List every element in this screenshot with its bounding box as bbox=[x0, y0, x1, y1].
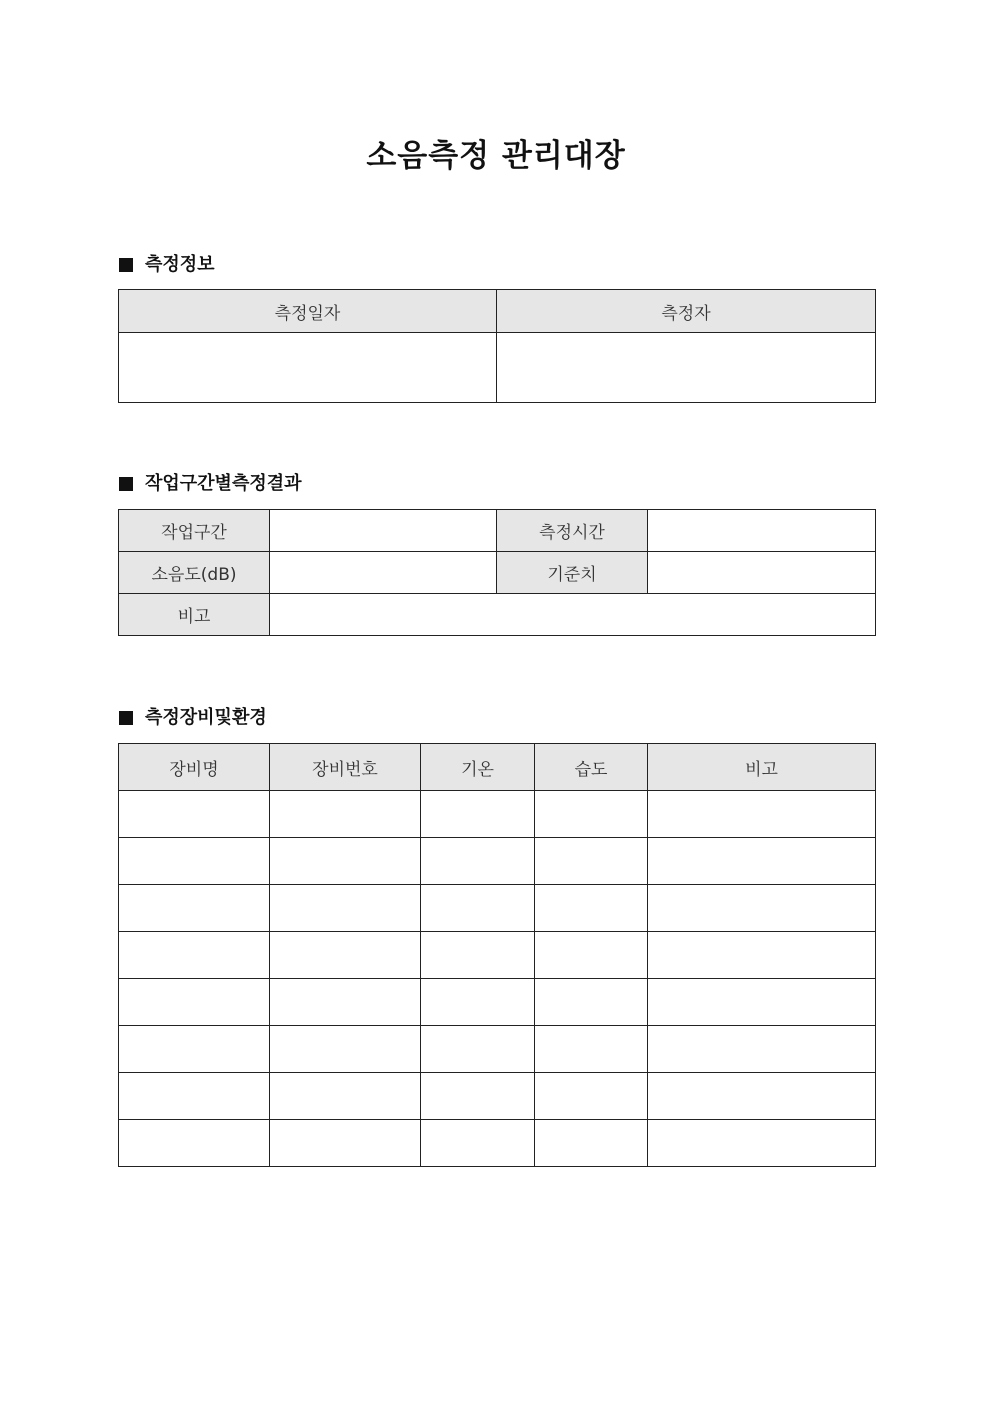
table-row bbox=[119, 791, 876, 838]
label-measure-time: 측정시간 bbox=[497, 510, 648, 552]
humidity-cell[interactable] bbox=[535, 838, 648, 885]
result-row bbox=[119, 510, 876, 552]
result-row bbox=[119, 594, 876, 636]
equipment-name-cell[interactable] bbox=[119, 791, 270, 838]
humidity-cell[interactable] bbox=[535, 932, 648, 979]
humidity-cell[interactable] bbox=[535, 1073, 648, 1120]
result-row bbox=[119, 552, 876, 594]
section-heading-info-label: 측정정보 bbox=[145, 254, 215, 275]
remarks-cell[interactable] bbox=[648, 979, 876, 1026]
page-title: 소음측정 관리대장 bbox=[366, 138, 626, 174]
equipment-name-cell[interactable] bbox=[119, 838, 270, 885]
info-header-row bbox=[119, 290, 876, 333]
remarks-cell[interactable] bbox=[648, 932, 876, 979]
equipment-number-cell[interactable] bbox=[270, 791, 421, 838]
standard-cell[interactable] bbox=[648, 552, 876, 594]
remarks-cell[interactable] bbox=[648, 1073, 876, 1120]
equipment-name-cell[interactable] bbox=[119, 1120, 270, 1167]
square-bullet-icon bbox=[119, 258, 133, 272]
temperature-cell[interactable] bbox=[421, 791, 535, 838]
equipment-name-cell[interactable] bbox=[119, 885, 270, 932]
equipment-number-cell[interactable] bbox=[270, 932, 421, 979]
info-input-row bbox=[119, 333, 876, 403]
equipment-header-row bbox=[119, 744, 876, 791]
remarks-cell[interactable] bbox=[648, 791, 876, 838]
humidity-cell[interactable] bbox=[535, 1026, 648, 1073]
remarks-cell[interactable] bbox=[648, 1120, 876, 1167]
equipment-number-cell[interactable] bbox=[270, 1120, 421, 1167]
equipment-name-cell[interactable] bbox=[119, 932, 270, 979]
equipment-name-cell[interactable] bbox=[119, 979, 270, 1026]
measure-time-cell[interactable] bbox=[648, 510, 876, 552]
square-bullet-icon bbox=[119, 477, 133, 491]
table-row bbox=[119, 979, 876, 1026]
table-row bbox=[119, 885, 876, 932]
header-equipment-name: 장비명 bbox=[119, 744, 270, 791]
equipment-number-cell[interactable] bbox=[270, 1026, 421, 1073]
work-section-cell[interactable] bbox=[270, 510, 497, 552]
section-heading-info bbox=[119, 252, 215, 278]
equipment-number-cell[interactable] bbox=[270, 1073, 421, 1120]
temperature-cell[interactable] bbox=[421, 838, 535, 885]
section-heading-equipment-label: 측정장비및환경 bbox=[145, 707, 267, 728]
humidity-cell[interactable] bbox=[535, 885, 648, 932]
table-row bbox=[119, 1026, 876, 1073]
temperature-cell[interactable] bbox=[421, 932, 535, 979]
header-measure-date: 측정일자 bbox=[119, 290, 497, 333]
humidity-cell[interactable] bbox=[535, 979, 648, 1026]
label-remarks: 비고 bbox=[119, 594, 270, 636]
header-temperature: 기온 bbox=[421, 744, 535, 791]
noise-level-cell[interactable] bbox=[270, 552, 497, 594]
section-heading-equipment bbox=[119, 705, 267, 731]
square-bullet-icon bbox=[119, 711, 133, 725]
label-standard: 기준치 bbox=[497, 552, 648, 594]
temperature-cell[interactable] bbox=[421, 1120, 535, 1167]
result-table bbox=[118, 509, 876, 636]
equipment-name-cell[interactable] bbox=[119, 1073, 270, 1120]
label-work-section: 작업구간 bbox=[119, 510, 270, 552]
temperature-cell[interactable] bbox=[421, 979, 535, 1026]
header-remarks: 비고 bbox=[648, 744, 876, 791]
temperature-cell[interactable] bbox=[421, 885, 535, 932]
table-row bbox=[119, 932, 876, 979]
equipment-number-cell[interactable] bbox=[270, 885, 421, 932]
table-row bbox=[119, 1120, 876, 1167]
header-measurer: 측정자 bbox=[497, 290, 876, 333]
humidity-cell[interactable] bbox=[535, 791, 648, 838]
temperature-cell[interactable] bbox=[421, 1026, 535, 1073]
equipment-number-cell[interactable] bbox=[270, 838, 421, 885]
remarks-cell[interactable] bbox=[648, 1026, 876, 1073]
header-humidity: 습도 bbox=[535, 744, 648, 791]
temperature-cell[interactable] bbox=[421, 1073, 535, 1120]
humidity-cell[interactable] bbox=[535, 1120, 648, 1167]
equipment-name-cell[interactable] bbox=[119, 1026, 270, 1073]
measurer-cell[interactable] bbox=[497, 333, 876, 403]
info-table bbox=[118, 289, 876, 403]
measure-date-cell[interactable] bbox=[119, 333, 497, 403]
equipment-number-cell[interactable] bbox=[270, 979, 421, 1026]
label-noise-level: 소음도(dB) bbox=[119, 552, 270, 594]
equipment-table bbox=[118, 743, 876, 1167]
section-heading-result bbox=[119, 471, 302, 497]
remarks-cell[interactable] bbox=[648, 838, 876, 885]
remarks-cell[interactable] bbox=[648, 885, 876, 932]
section-heading-result-label: 작업구간별측정결과 bbox=[145, 473, 302, 494]
header-equipment-number: 장비번호 bbox=[270, 744, 421, 791]
table-row bbox=[119, 1073, 876, 1120]
remarks-cell[interactable] bbox=[270, 594, 876, 636]
table-row bbox=[119, 838, 876, 885]
